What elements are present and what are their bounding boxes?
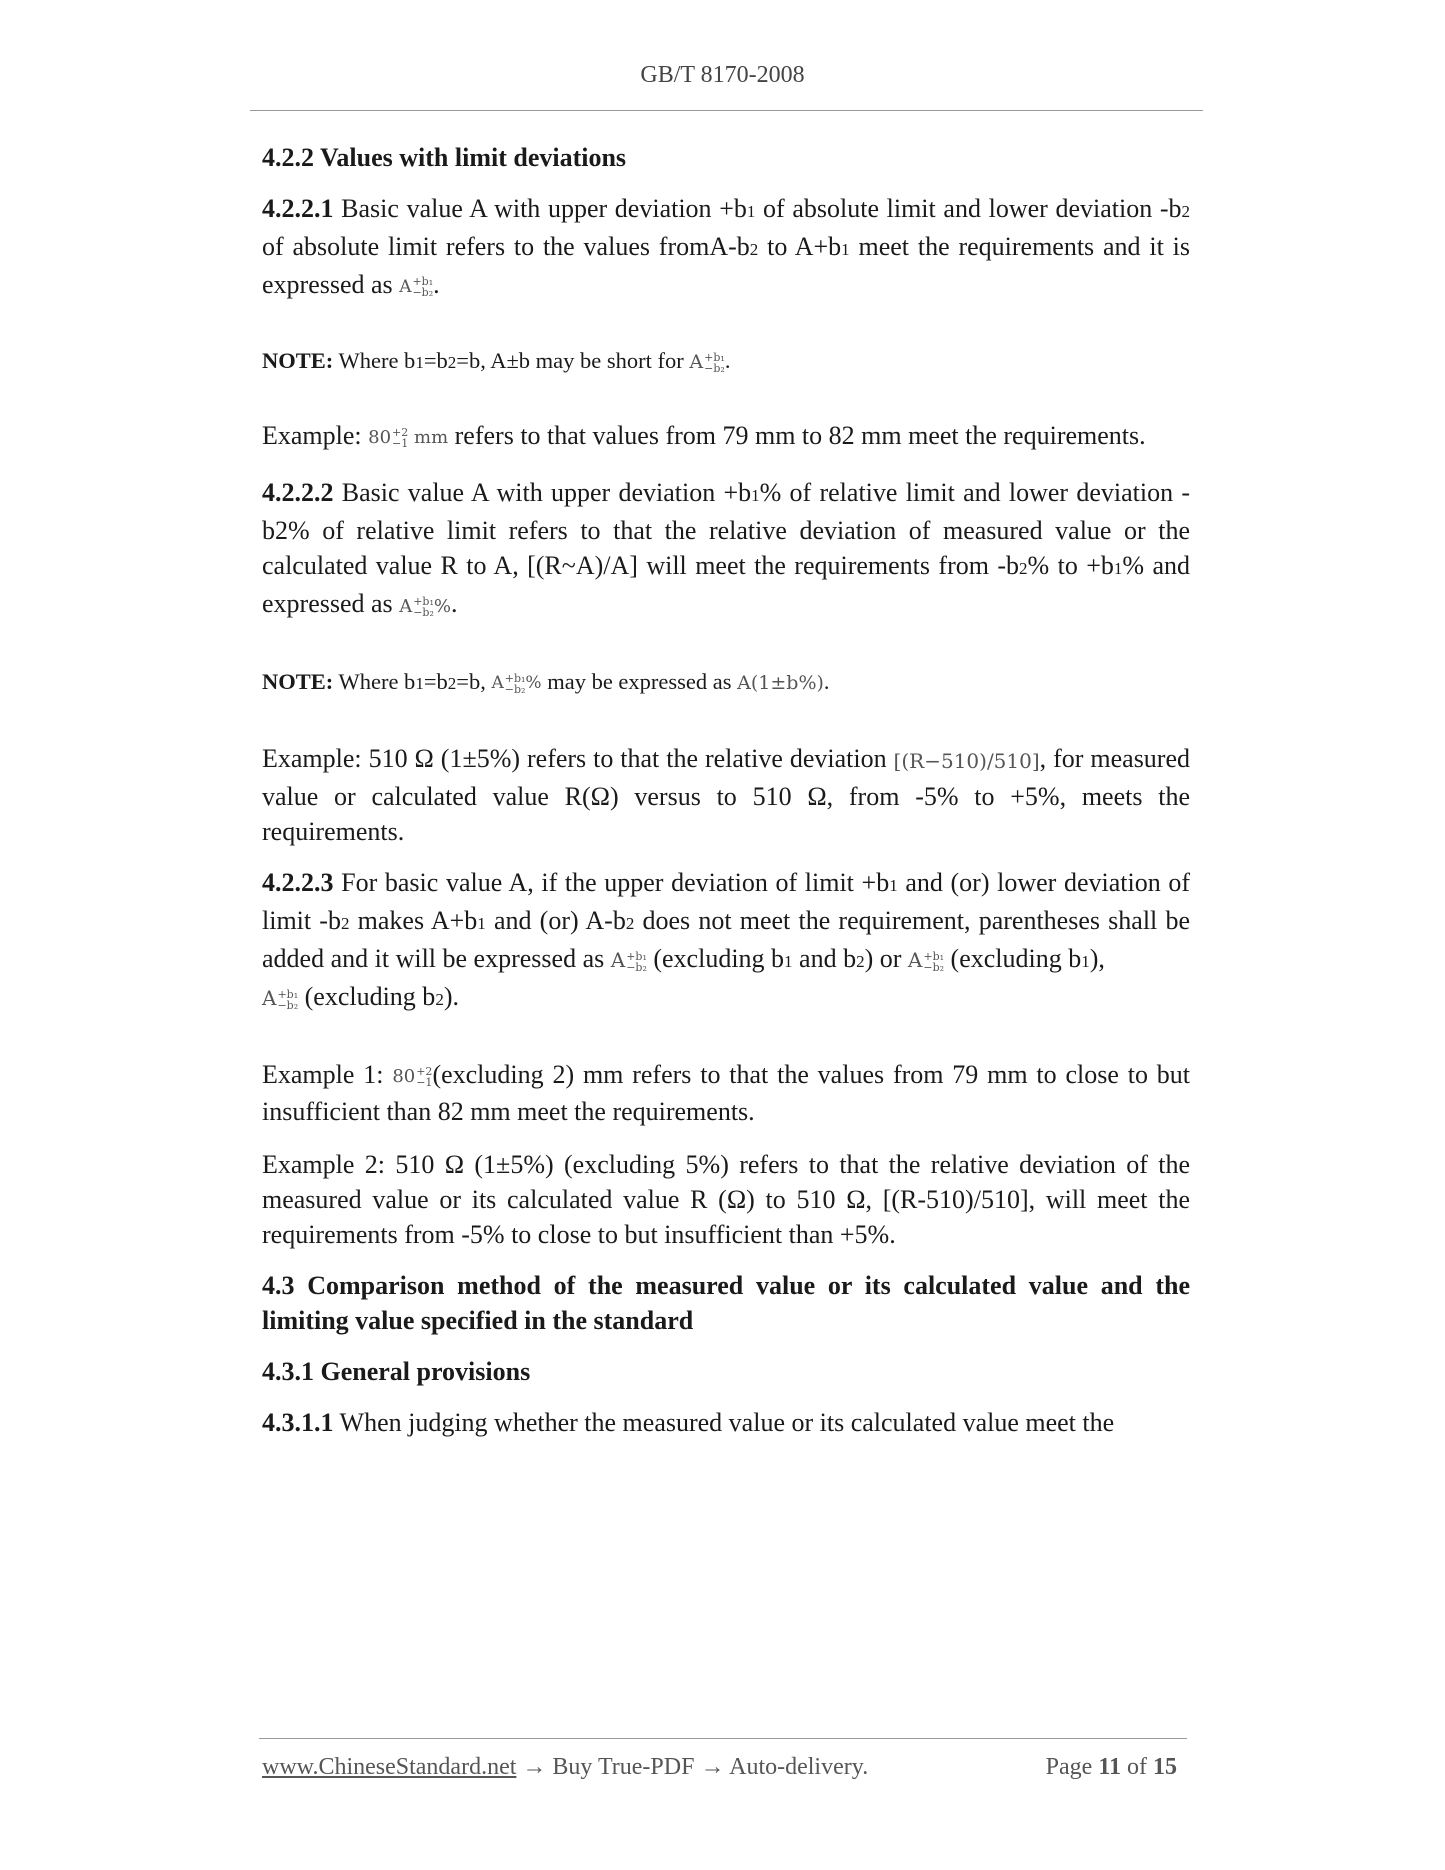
formula-a-plus-b1-minus-b2: A +b₁ −b₂: [262, 986, 299, 1012]
formula-a-plus-b1-minus-b2-percent: A +b₁ −b₂ %: [491, 671, 542, 696]
formula-a-plus-b1-minus-b2: A +b₁ −b₂: [610, 948, 647, 974]
page-content: [262, 140, 1190, 1440]
formula-relative-deviation-510: [(R−510)/510]: [893, 748, 1040, 773]
example-3: Example 1: 80 +2 −1 (excluding 2) mm refers to that the values from 79 mm to close to but insufficient than 82 mm meet the requirements.: [262, 1059, 1190, 1127]
header-rule: [250, 110, 1203, 111]
formula-80-plus2-minus1: 80 +2 −1: [392, 1065, 433, 1090]
clause-4-3-1-1: 4.3.1.1 When judging whether the measured value or its calculated value meet the: [262, 1408, 1115, 1438]
example-4: Example 2: 510 Ω (1±5%) (excluding 5%) refers to that the relative deviation of the measured value or its calculated value R (Ω) to 510 Ω, [(R-510)/510], will meet the requirements from -5% to close to but insufficient than +5%.: [262, 1150, 1190, 1250]
clause-4-2-2-2: 4.2.2.2 Basic value A with upper deviation +b1% of relative limit and lower deviation -b2% of relative limit refers to that the relative deviation of measured value or the calculated value R to A, [(R~A)/A] will meet the requirements from -b2% to +b1% and expressed as A +b₁ −b₂ %.: [262, 475, 1190, 624]
note-1: NOTE: Where b1=b2=b, A±b may be short for A +b₁ −b₂ .: [262, 343, 1190, 380]
clause-4-2-2-1: 4.2.2.1 Basic value A with upper deviation +b1 of absolute limit and lower deviation -b2 of absolute limit refers to the values fromA-b2 to A+b1 meet the requirements and it is expressed as A +b₁ −b₂ .: [262, 191, 1190, 305]
example-1: Example: 80 +2 −1 mm refers to that values from 79 mm to 82 mm meet the requirements.: [262, 418, 1190, 456]
formula-a-one-plus-minus-b-percent: A(1±b%): [737, 672, 824, 695]
formula-a-plus-b1-minus-b2: A +b₁ −b₂: [689, 350, 725, 375]
section-4-3-1-title: 4.3.1 General provisions: [262, 1357, 531, 1387]
document-code-header: GB/T 8170-2008: [640, 62, 805, 88]
formula-a-plus-b1-minus-b2: A +b₁ −b₂: [399, 275, 434, 300]
footer-promo-text: → Buy True-PDF → Auto-delivery.: [516, 1754, 869, 1780]
section-4-3-title: 4.3 Comparison method of the measured value or its calculated value and the limiting value specified in the standard: [262, 1271, 1190, 1336]
footer-rule: [259, 1738, 1187, 1739]
site-link[interactable]: www.ChineseStandard.net: [262, 1754, 517, 1780]
formula-a-plus-b1-minus-b2: A +b₁ −b₂: [907, 948, 945, 974]
example-2: Example: 510 Ω (1±5%) refers to that the relative deviation [(R−510)/510], for measured value or calculated value R(Ω) versus to 510 Ω, from -5% to +5%, meets the requirements.: [262, 744, 1191, 846]
page-footer: [262, 1754, 1177, 1781]
formula-80-plus2-minus1-mm: 80 +2 −1 mm: [368, 426, 449, 451]
section-4-2-2-title: 4.2.2 Values with limit deviations: [262, 143, 627, 172]
clause-4-2-2-3: 4.2.2.3 For basic value A, if the upper deviation of limit +b1 and (or) lower deviation of limit -b2 makes A+b1 and (or) A-b2 does not meet the requirement, parentheses shall be added and it will be expressed as A +b₁ −b₂ (excluding b1 and b2) or A +b₁ −b₂ (excluding b1), A +b₁ −b₂ (excluding b2).: [262, 865, 1190, 1017]
formula-a-plus-b1-minus-b2-percent: A +b₁ −b₂ %: [399, 594, 451, 619]
note-2: NOTE: Where b1=b2=b, A +b₁ −b₂ % may be expressed as A(1±b%).: [262, 664, 1190, 701]
page-number: Page 11 of 15: [1045, 1754, 1177, 1780]
